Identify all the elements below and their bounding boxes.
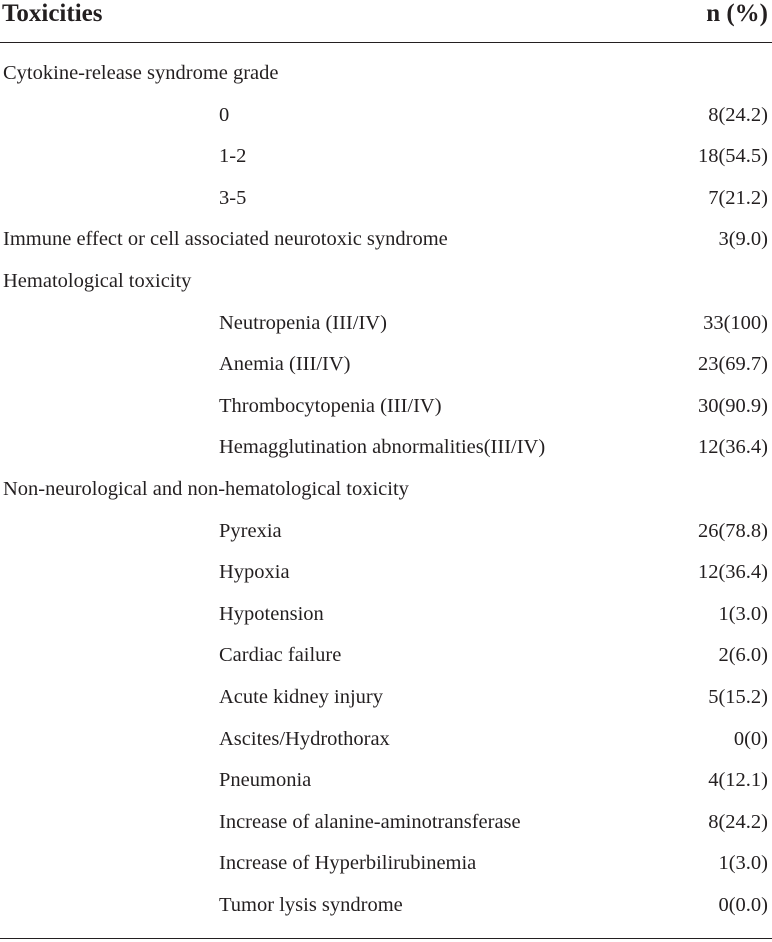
table-row [0, 137, 772, 179]
row-label: Hypoxia [219, 561, 290, 584]
table-row [0, 512, 772, 554]
row-label: Pyrexia [219, 519, 282, 542]
row-label: Increase of Hyperbilirubinemia [219, 852, 477, 875]
row-value: 7(21.2) [708, 186, 768, 209]
row-value: 4(12.1) [708, 769, 768, 792]
table-section-row [0, 470, 772, 512]
table-header [0, 0, 772, 43]
row-label: Pneumonia [219, 769, 312, 792]
row-label: Anemia (III/IV) [219, 353, 351, 376]
row-value: 2(6.0) [718, 644, 768, 667]
row-label: Neutropenia (III/IV) [219, 311, 387, 334]
row-value: 12(36.4) [697, 561, 768, 584]
table-row [0, 720, 772, 762]
row-label: Ascites/Hydrothorax [219, 727, 390, 750]
table-row [0, 886, 772, 928]
row-value: 8(24.2) [708, 103, 768, 126]
table-row [0, 636, 772, 678]
row-value: 8(24.2) [708, 810, 768, 833]
row-label: 0 [219, 103, 230, 126]
table-row [0, 803, 772, 845]
table-row [0, 179, 772, 221]
header-toxicities: Toxicities [2, 0, 103, 27]
table-section-row [0, 54, 772, 96]
table-row [0, 678, 772, 720]
table-body [0, 54, 772, 927]
row-label: 3-5 [219, 186, 247, 209]
row-label: Non-neurological and non-hematological toxicity [3, 477, 409, 500]
row-label: Immune effect or cell associated neurotoxic syndrome [3, 228, 448, 251]
row-label: Cardiac failure [219, 644, 342, 667]
table-row [0, 304, 772, 346]
row-label: Thrombocytopenia (III/IV) [219, 394, 442, 417]
row-value: 3(9.0) [718, 228, 768, 251]
row-value: 0(0.0) [718, 893, 768, 916]
table-row [0, 844, 772, 886]
table-row [0, 345, 772, 387]
row-value: 23(69.7) [697, 353, 768, 376]
row-label: 1-2 [219, 145, 247, 168]
row-label: Increase of alanine-aminotransferase [219, 810, 521, 833]
row-value: 5(15.2) [708, 685, 768, 708]
row-label: Acute kidney injury [219, 685, 383, 708]
table-row [0, 595, 772, 637]
row-value: 33(100) [703, 311, 768, 334]
header-n-percent: n (%) [706, 0, 768, 27]
row-value: 1(3.0) [718, 852, 768, 875]
row-value: 0(0) [733, 727, 768, 750]
row-label: Tumor lysis syndrome [219, 893, 403, 916]
table-section-row [0, 220, 772, 262]
table-row [0, 96, 772, 138]
table-row [0, 553, 772, 595]
table-bottom-rule [0, 938, 772, 939]
table-section-row [0, 262, 772, 304]
row-label: Hematological toxicity [3, 269, 192, 292]
row-value: 30(90.9) [697, 394, 768, 417]
row-value: 12(36.4) [697, 436, 768, 459]
table-row [0, 761, 772, 803]
row-value: 1(3.0) [718, 602, 768, 625]
table-row [0, 387, 772, 429]
row-label: Hemagglutination abnormalities(III/IV) [219, 436, 546, 459]
row-value: 26(78.8) [697, 519, 768, 542]
row-label: Cytokine-release syndrome grade [3, 62, 279, 84]
row-value: 18(54.5) [697, 145, 768, 168]
table-row [0, 428, 772, 470]
row-label: Hypotension [219, 602, 324, 625]
